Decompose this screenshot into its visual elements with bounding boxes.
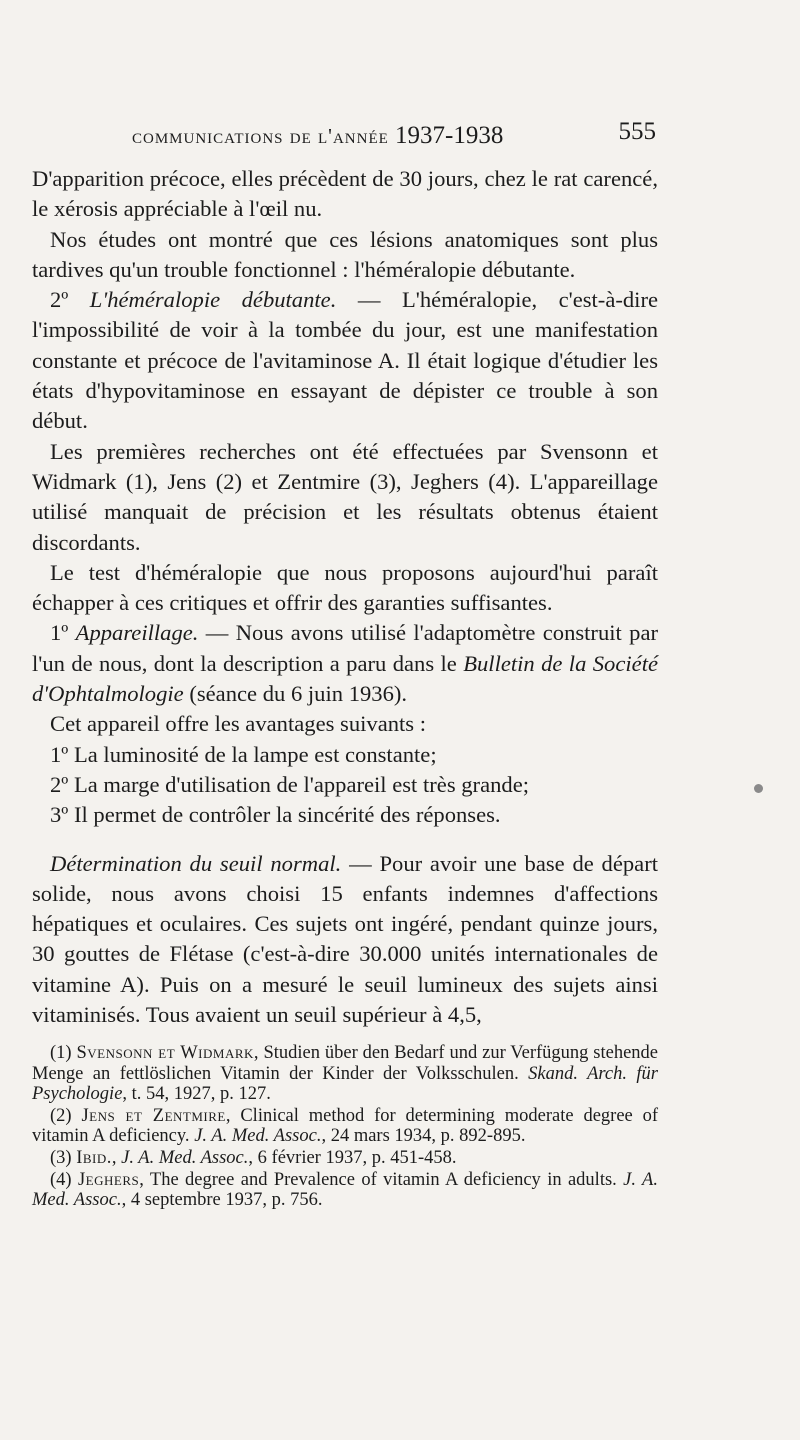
paragraph: Nos études ont montré que ces lésions anatomiques sont plus tardives qu'un trouble fonctionnel : l'héméralopie débutante.	[32, 226, 658, 282]
footnote: (1) Svensonn et Widmark, Studien über den Bedarf und zur Verfügung stehende Menge an fettlöslichen Vitamin der Kinder der Volksschulen. Skand. Arch. für Psychologie, t. 54, 1927, p. 127.	[32, 1043, 659, 1105]
paragraph: Le test d'héméralopie que nous proposons aujourd'hui paraît échapper à ces critiques et offrir des garanties suffisantes.	[32, 559, 658, 616]
footnotes	[32, 1043, 658, 1212]
page-number: 555	[618, 118, 656, 145]
footnote: (4) Jeghers, The degree and Prevalence of vitamin A deficiency in adults. J. A. Med. Assoc., 4 septembre 1937, p. 756.	[32, 1169, 658, 1211]
section-title: Appareillage.	[75, 620, 199, 646]
list-item: 2º La marge d'utilisation de l'appareil est très grande;	[50, 771, 530, 797]
paragraph: Cet appareil offre les avantages suivants :	[50, 711, 427, 737]
journal-title: Bulletin de la Société d'Ophtalmologie	[32, 650, 658, 707]
section-title: Détermination du seuil normal.	[50, 850, 342, 876]
list-item: 1º La luminosité de la lampe est constante;	[50, 741, 437, 767]
footnote-mark: (1)	[50, 1043, 72, 1063]
page-header	[0, 118, 800, 152]
paragraph: D'apparition précoce, elles précèdent de 30 jours, chez le rat carencé, le xérosis appréciable à l'œil nu.	[32, 166, 658, 222]
footnote: (3) Ibid., J. A. Med. Assoc., 6 février 1937, p. 451-458.	[50, 1147, 457, 1168]
paragraph: 1º Appareillage. — Nous avons utilisé l'adaptomètre construit par l'un de nous, dont la description a paru dans le Bulletin de la Société d'Ophtalmologie (séance du 6 juin 1936).	[32, 620, 658, 707]
footnote-mark: (4)	[50, 1169, 72, 1190]
footnote: (2) Jens et Zentmire, Clinical method for determining moderate degree of vitamin A deficiency. J. A. Med. Assoc., 24 mars 1934, p. 892-895.	[32, 1105, 659, 1147]
footnote-mark: (3)	[50, 1147, 72, 1168]
paragraph: Détermination du seuil normal. — Pour avoir une base de départ solide, nous avons choisi 15 enfants indemnes d'affections hépatiques et oculaires. Ces sujets ont ingéré, pendant quinze jours, 30 gouttes de Flétase (c'est-à-dire 30.000 unités internationales de vitamine A). Puis on a mesuré le seuil lumineux des sujets ainsi vitaminisés. Tous avaient un seuil supérieur à 4,5,	[32, 850, 658, 1028]
body-text	[32, 164, 658, 1030]
running-head-years: 1937-1938	[395, 122, 504, 149]
section-gap	[32, 831, 658, 849]
paragraph: Les premières recherches ont été effectuées par Svensonn et Widmark (1), Jens (2) et Zentmire (3), Jeghers (4). L'appareillage utilisé manquait de précision et les résultats obtenus étaient discordants.	[32, 438, 658, 555]
running-head: communications de l'année 1937-1938	[132, 122, 504, 149]
section-title: L'héméralopie débutante.	[89, 287, 337, 313]
footnote-mark: (2)	[50, 1105, 72, 1126]
list-item: 3º Il permet de contrôler la sincérité des réponses.	[50, 802, 501, 828]
ink-spot	[754, 784, 763, 793]
paragraph: 2º L'héméralopie débutante. — L'héméralopie, c'est-à-dire l'impossibilité de voir à la tombée du jour, est une manifestation constante et précoce de l'avitaminose A. Il était logique d'étudier les états d'hypovitaminose en essayant de dépister ce trouble à son début.	[32, 287, 659, 434]
